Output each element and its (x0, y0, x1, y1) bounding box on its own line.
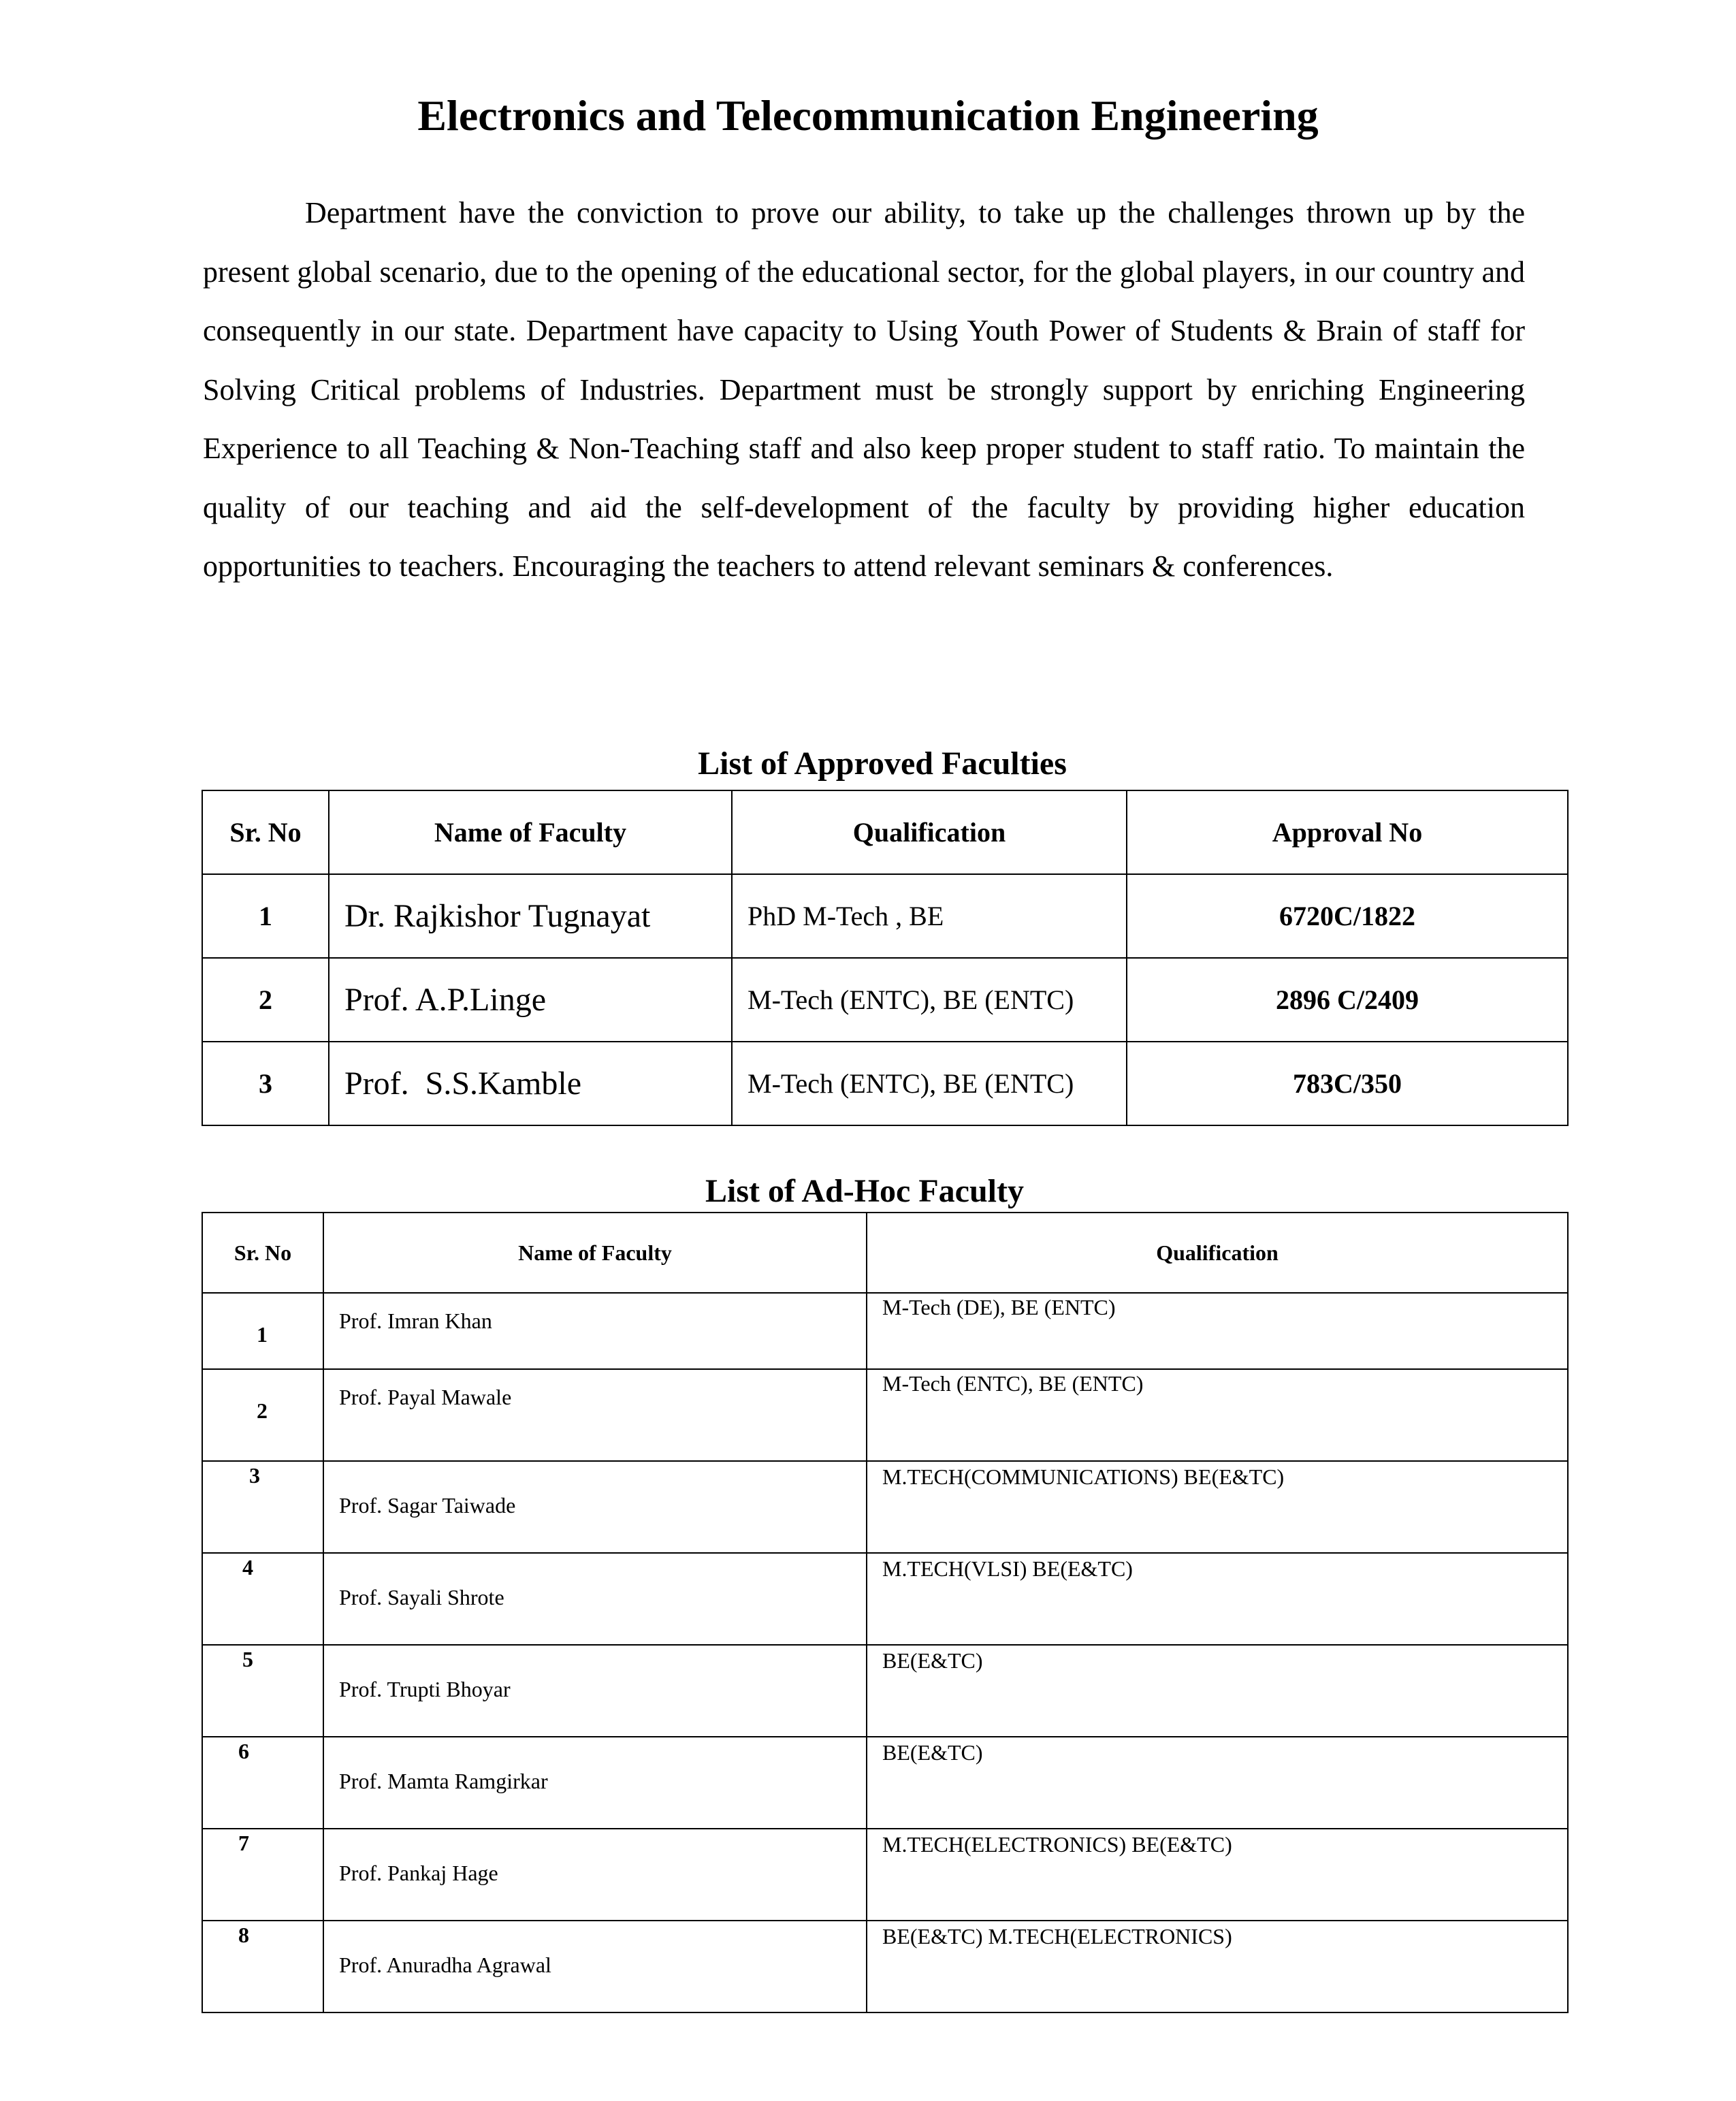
header-qualification: Qualification (732, 790, 1127, 874)
faculty-name-text: Prof. Pankaj Hage (339, 1861, 498, 1885)
approved-faculties-table (202, 790, 1569, 1126)
faculty-name-cell (323, 1369, 867, 1461)
faculty-name-cell: Prof. S.S.Kamble (329, 1042, 732, 1125)
faculty-name-cell: Prof. A.P.Linge (329, 958, 732, 1042)
sr-no-cell (202, 1921, 323, 2012)
table-row (202, 1829, 1568, 1921)
header-qualification: Qualification (867, 1213, 1568, 1293)
sr-no-text: 8 (238, 1923, 249, 1947)
approved-faculties-title: List of Approved Faculties (698, 745, 1067, 782)
faculty-name-cell (323, 1293, 867, 1369)
sr-no-cell (202, 1293, 323, 1369)
faculty-name-text: Prof. Payal Mawale (339, 1385, 512, 1409)
page-title: Electronics and Telecommunication Engineering (417, 91, 1319, 140)
faculty-name-cell: Dr. Rajkishor Tugnayat (329, 874, 732, 958)
sr-no-cell (202, 1645, 323, 1737)
sr-no-cell (202, 1369, 323, 1461)
sr-no-text: 3 (249, 1463, 260, 1488)
table-row (202, 874, 1568, 958)
sr-no-text: 2 (257, 1398, 268, 1423)
qualification-cell (867, 1921, 1568, 2012)
sr-no-cell (202, 1461, 323, 1553)
table-row (202, 1553, 1568, 1645)
qualification-cell (867, 1369, 1568, 1461)
header-approval-no: Approval No (1127, 790, 1568, 874)
table-row (202, 1293, 1568, 1369)
faculty-name-cell (323, 1829, 867, 1921)
faculty-name-text: Prof. Imran Khan (339, 1309, 492, 1333)
header-name-of-faculty: Name of Faculty (323, 1213, 867, 1293)
qualification-cell (867, 1293, 1568, 1369)
faculty-name-text: Prof. Mamta Ramgirkar (339, 1769, 548, 1793)
approval-no-cell: 783C/350 (1127, 1042, 1568, 1125)
approval-no-cell: 6720C/1822 (1127, 874, 1568, 958)
faculty-name-text: Prof. Anuradha Agrawal (339, 1953, 551, 1977)
adhoc-faculty-title: List of Ad-Hoc Faculty (705, 1173, 1024, 1209)
sr-no-text: 7 (238, 1831, 249, 1855)
qualification-cell (867, 1553, 1568, 1645)
qualification-cell (867, 1645, 1568, 1737)
faculty-name-cell (323, 1461, 867, 1553)
sr-no-text: 1 (257, 1322, 268, 1347)
sr-no-cell: 2 (202, 958, 329, 1042)
faculty-name-cell (323, 1921, 867, 2012)
qualification-text: BE(E&TC) (882, 1740, 983, 1765)
approval-no-cell: 2896 C/2409 (1127, 958, 1568, 1042)
faculty-name-cell (323, 1737, 867, 1829)
qualification-text: M-Tech (DE), BE (ENTC) (882, 1295, 1116, 1319)
header-name-of-faculty: Name of Faculty (329, 790, 732, 874)
qualification-cell: M-Tech (ENTC), BE (ENTC) (732, 1042, 1127, 1125)
faculty-name-text: Prof. Sayali Shrote (339, 1585, 504, 1609)
faculty-name-text: Prof. Sagar Taiwade (339, 1493, 516, 1518)
qualification-cell (867, 1829, 1568, 1921)
faculty-name-cell (323, 1553, 867, 1645)
table-row (202, 1461, 1568, 1553)
qualification-text: M.TECH(COMMUNICATIONS) BE(E&TC) (882, 1464, 1285, 1489)
sr-no-cell: 1 (202, 874, 329, 958)
table-row (202, 1042, 1568, 1125)
sr-no-cell: 3 (202, 1042, 329, 1125)
table-row (202, 1645, 1568, 1737)
table-header-row (202, 1213, 1568, 1293)
qualification-cell (867, 1461, 1568, 1553)
qualification-text: M.TECH(VLSI) BE(E&TC) (882, 1556, 1133, 1581)
sr-no-cell (202, 1829, 323, 1921)
qualification-cell (867, 1737, 1568, 1829)
sr-no-cell (202, 1737, 323, 1829)
qualification-text: BE(E&TC) M.TECH(ELECTRONICS) (882, 1924, 1232, 1948)
qualification-text: BE(E&TC) (882, 1648, 983, 1673)
table-row (202, 958, 1568, 1042)
qualification-text: M.TECH(ELECTRONICS) BE(E&TC) (882, 1832, 1232, 1857)
sr-no-text: 6 (238, 1739, 249, 1763)
header-sr-no: Sr. No (202, 790, 329, 874)
table-row (202, 1921, 1568, 2012)
table-row (202, 1369, 1568, 1461)
qualification-cell: PhD M-Tech , BE (732, 874, 1127, 958)
faculty-name-cell (323, 1645, 867, 1737)
adhoc-faculty-table (202, 1212, 1569, 2013)
header-sr-no: Sr. No (202, 1213, 323, 1293)
intro-paragraph: Department have the conviction to prove our ability, to take up the challenges thrown up by the present global scenario, due to the opening of the educational sector, for the global players, in our country and consequently in our state. Department have capacity to Using Youth Power of Students & Brain of staff for Solving Critical problems of Industries. Department must be strongly support by enriching Engineering Experience to all Teaching & Non-Teaching staff and also keep proper student to staff ratio. To maintain the quality of our teaching and aid the self-development of the faculty by providing higher education opportunities to teachers. Encouraging the teachers to attend relevant seminars & conferences. (203, 196, 1525, 583)
qualification-cell: M-Tech (ENTC), BE (ENTC) (732, 958, 1127, 1042)
sr-no-text: 4 (242, 1555, 253, 1579)
sr-no-cell (202, 1553, 323, 1645)
sr-no-text: 5 (242, 1647, 253, 1671)
table-row (202, 1737, 1568, 1829)
table-header-row (202, 790, 1568, 874)
faculty-name-text: Prof. Trupti Bhoyar (339, 1677, 511, 1701)
qualification-text: M-Tech (ENTC), BE (ENTC) (882, 1371, 1144, 1396)
